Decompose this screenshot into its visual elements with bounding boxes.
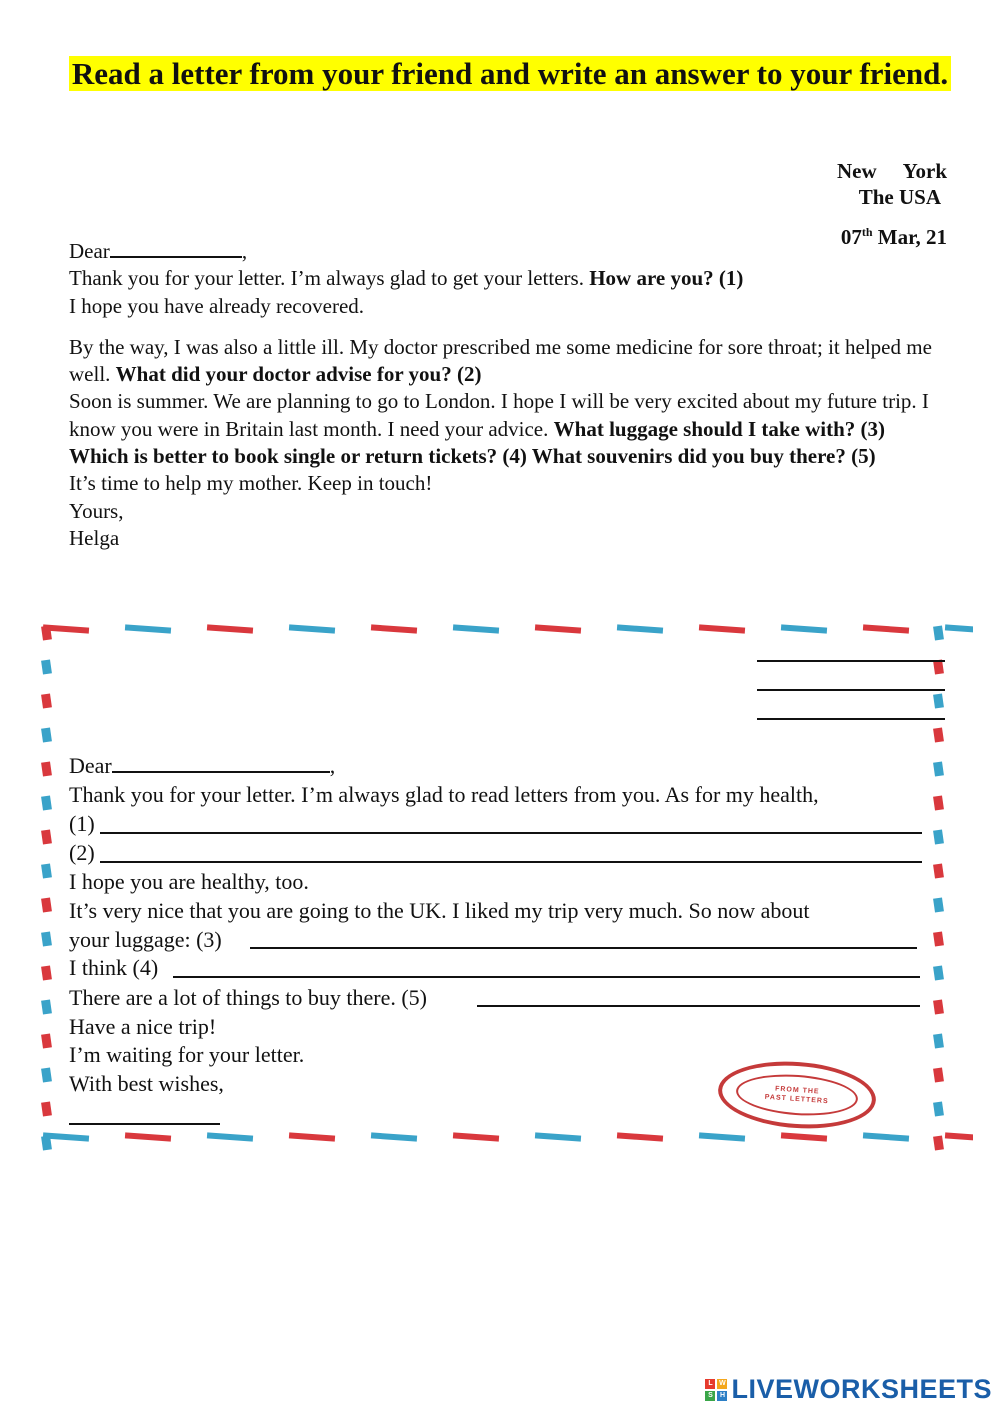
answer-1-line[interactable] <box>100 832 922 834</box>
answer-4-line[interactable] <box>173 976 920 978</box>
p1-text2: I hope you have already recovered. <box>69 293 365 318</box>
questions-3-5: What luggage should I take with? (3) Which is better to book single or return tickets? (4) What souvenirs did you buy there? (5) <box>69 416 886 469</box>
logo-square-3: S <box>705 1391 715 1401</box>
letter-paragraph-2 <box>69 334 949 389</box>
answer-2-line[interactable] <box>100 861 922 863</box>
answer-line-8: I’m waiting for your letter. <box>69 1042 305 1067</box>
friend-letter <box>69 238 949 552</box>
question-2: What did your doctor advise for you? (2) <box>115 362 482 387</box>
answer-greeting <box>69 751 335 780</box>
stamp-text-2: PAST LETTERS <box>764 1093 829 1106</box>
p1-text: Thank you for your letter. I’m always glad to get your letters. <box>69 266 590 291</box>
logo-text: LIVEWORKSHEETS <box>731 1374 992 1404</box>
answer-line-5: I think (4) <box>69 955 159 980</box>
greeting-dear: Dear <box>69 239 110 263</box>
answer-line-1: Thank you for your letter. I’m always glad to read letters from you. As for my health, <box>69 782 819 807</box>
reply-address-line-2[interactable] <box>757 689 945 691</box>
answer-comma: , <box>329 753 336 778</box>
answer-line-7: Have a nice trip! <box>69 1014 217 1039</box>
p3-text: Soon is summer. We are planning to go to London. I hope I will be very excited about my future trip. I know you were in Britain last month. I need your advice. <box>69 389 929 441</box>
answer-dear: Dear <box>69 753 112 778</box>
address-city-first: New <box>837 159 877 183</box>
address-city-second: York <box>902 159 947 183</box>
address-city <box>807 158 947 184</box>
letter-paragraph-1 <box>69 265 949 320</box>
answer-line-3: It’s very nice that you are going to the UK. I liked my trip very much. So now about <box>69 898 810 923</box>
answer-3-line[interactable] <box>250 947 917 949</box>
answer-q2-label: (2) <box>69 840 95 865</box>
logo-square-4: H <box>717 1391 727 1401</box>
answer-signature-line[interactable] <box>69 1123 220 1125</box>
question-1: How are you? (1) <box>589 266 744 291</box>
answer-name-blank[interactable] <box>112 751 330 773</box>
logo-icon <box>705 1379 727 1401</box>
answer-line-2: I hope you are healthy, too. <box>69 869 309 894</box>
date-suffix: th <box>861 225 873 239</box>
reply-address-line-3[interactable] <box>757 718 945 720</box>
greeting-blank <box>110 238 242 258</box>
p2-text: By the way, I was also a little ill. My doctor prescribed me some medicine for sore throat; it helped me well. <box>69 334 932 387</box>
greeting-comma: , <box>241 239 248 263</box>
postmark-inner <box>735 1071 859 1119</box>
answer-line-6: There are a lot of things to buy there. (5) <box>69 985 427 1010</box>
date-day: 07 <box>840 225 862 249</box>
date-rest: Mar, 21 <box>872 225 947 249</box>
letter-paragraph-3 <box>69 388 949 470</box>
letter-paragraph-4: It’s time to help my mother. Keep in touch! <box>69 471 433 496</box>
logo-square-2: W <box>719 1379 726 1387</box>
liveworksheets-logo[interactable] <box>705 1374 992 1405</box>
address-country: The USA <box>858 185 941 209</box>
answer-line-4: your luggage: (3) <box>69 927 222 952</box>
stamp-text-1: FROM THE <box>774 1085 820 1096</box>
letter-closing: Yours, <box>69 498 124 523</box>
logo-square-1: L <box>705 1379 715 1389</box>
letter-signature: Helga <box>69 525 120 550</box>
page-title <box>60 54 960 93</box>
letter-greeting <box>69 238 949 265</box>
answer-5-line[interactable] <box>477 1005 920 1007</box>
reply-address-line-1[interactable] <box>757 660 945 662</box>
title-text: Read a letter from your friend and write an answer to your friend. <box>69 56 951 91</box>
answer-line-9: With best wishes, <box>69 1071 224 1096</box>
answer-q1-label: (1) <box>69 811 95 836</box>
